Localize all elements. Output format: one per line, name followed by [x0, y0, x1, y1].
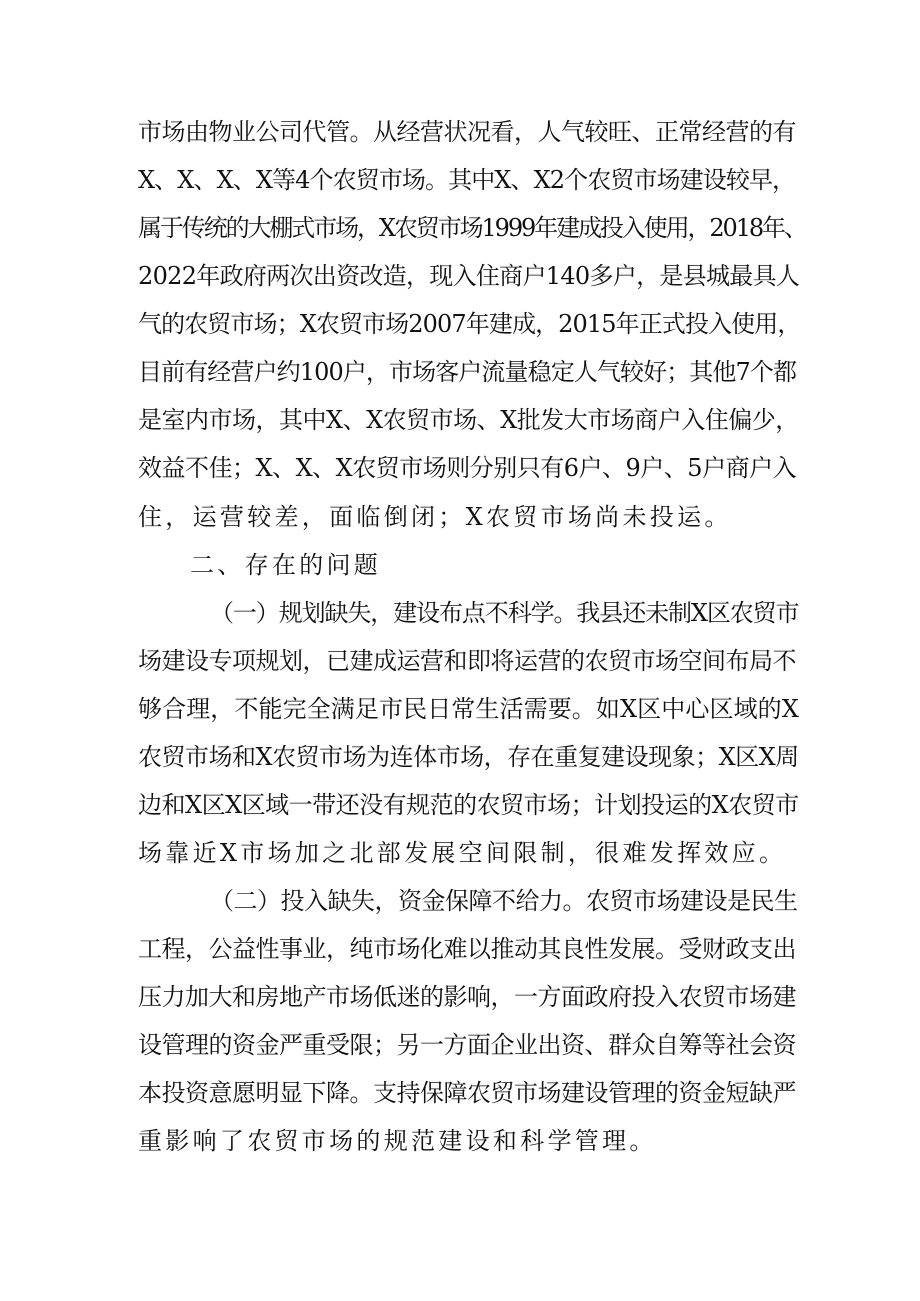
- body-text-line: 工程，公益性事业，纯市场化难以推动其良性发展。受财政支出: [138, 935, 796, 963]
- body-text-line: 压力加大和房地产市场低迷的影响，一方面政府投入农贸市场建: [138, 983, 796, 1011]
- body-text-line: 住，运营较差，面临倒闭；X农贸市场尚未投运。: [138, 503, 732, 531]
- body-text-line: 目前有经营户约100户，市场客户流量稳定人气较好；其他7个都: [138, 358, 797, 386]
- body-text-line: 市场由物业公司代管。从经营状况看，人气较旺、正常经营的有: [138, 118, 796, 146]
- body-text-line: 重影响了农贸市场的规范建设和科学管理。: [138, 1127, 657, 1155]
- body-text-line: 气的农贸市场；X农贸市场2007年建成，2015年正式投入使用，: [138, 310, 801, 338]
- body-text-line: 场靠近X市场加之北部发展空间限制，很难发挥效应。: [138, 839, 787, 867]
- body-text-line: 是室内市场，其中X、X农贸市场、X批发大市场商户入住偏少，: [138, 406, 799, 434]
- body-text-line: 本投资意愿明显下降。支持保障农贸市场建设管理的资金短缺严: [138, 1079, 796, 1107]
- body-text-line: 2022年政府两次出资改造，现入住商户140多户，是县城最具人: [138, 262, 800, 290]
- body-text-line: 够合理，不能完全满足市民日常生活需要。如X区中心区域的X: [138, 695, 799, 723]
- body-text-line: 属于传统的大棚式市场，X农贸市场1999年建成投入使用，2018年、: [138, 214, 806, 242]
- section-heading: 二、存在的问题: [190, 551, 382, 579]
- body-text-line: 边和X区X区域一带还没有规范的农贸市场；计划投运的X农贸市: [138, 791, 799, 819]
- body-text-line: 场建设专项规划，已建成运营和即将运营的农贸市场空间布局不: [138, 647, 796, 675]
- body-text-line: 设管理的资金严重受限；另一方面企业出资、群众自筹等社会资: [138, 1031, 796, 1059]
- body-text-line: 效益不佳；X、X、X农贸市场则分别只有6户、9户、5户商户入: [138, 454, 797, 482]
- body-text-line: 农贸市场和X农贸市场为连体市场，存在重复建设现象；X区X周: [138, 743, 799, 771]
- body-text-line: X、X、X、X等4个农贸市场。其中X、X2个农贸市场建设较早，: [138, 166, 796, 194]
- paragraph-first-line: （二）投入缺失，资金保障不给力。农贸市场建设是民生: [210, 887, 798, 915]
- paragraph-first-line: （一）规划缺失，建设布点不科学。我县还未制X区农贸市: [210, 599, 799, 627]
